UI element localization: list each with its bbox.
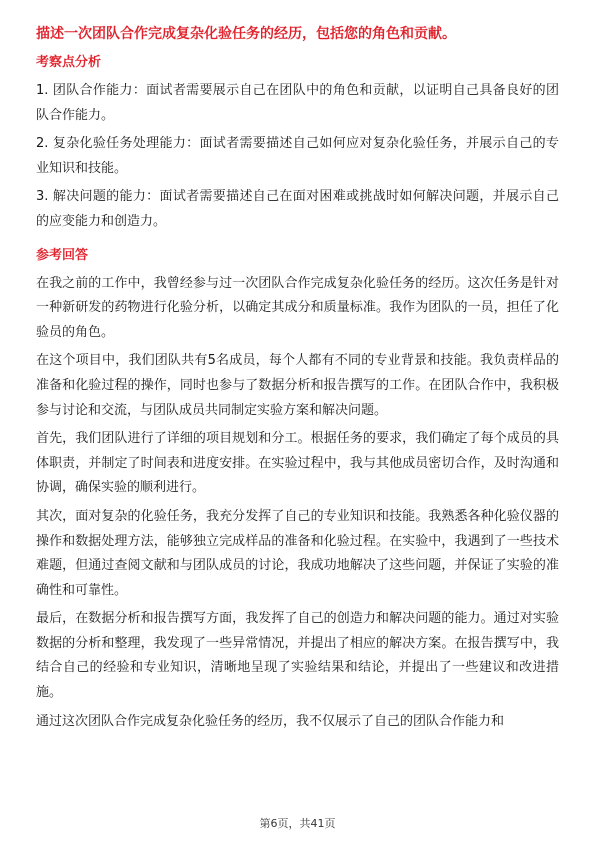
answer-paragraph: 首先，我们团队进行了详细的项目规划和分工。根据任务的要求，我们确定了每个成员的具体职责，并制定了时间表和进度安排。在实验过程中，我与其他成员密切合作，及时沟通和协调，确保实验的顺利进行。 bbox=[36, 431, 559, 496]
question-heading: 描述一次团队合作完成复杂化验任务的经历，包括您的角色和贡献。 bbox=[36, 26, 456, 42]
answer-paragraph: 通过这次团队合作完成复杂化验任务的经历，我不仅展示了自己的团队合作能力和 bbox=[36, 713, 505, 729]
analysis-point: 2. 复杂化验任务处理能力：面试者需要描述自己如何应对复杂化验任务，并展示自己的专业知识和技能。 bbox=[36, 136, 559, 176]
analysis-point: 1. 团队合作能力：面试者需要展示自己在团队中的角色和贡献，以证明自己具备良好的团队合作能力。 bbox=[36, 83, 559, 123]
analysis-point: 3. 解决问题的能力：面试者需要描述自己在面对困难或挑战时如何解决问题，并展示自己的应变能力和创造力。 bbox=[36, 189, 559, 229]
answer-paragraph: 最后，在数据分析和报告撰写方面，我发挥了自己的创造力和解决问题的能力。通过对实验数据的分析和整理，我发现了一些异常情况，并提出了相应的解决方案。在报告撰写中，我结合自己的经验和专业知识，清晰地呈现了实验结果和结论，并提出了一些建议和改进措施。 bbox=[36, 611, 559, 701]
analysis-title: 考察点分析 bbox=[36, 55, 102, 70]
answer-paragraph: 其次，面对复杂的化验任务，我充分发挥了自己的专业知识和技能。我熟悉各种化验仪器的操作和数据处理方法，能够独立完成样品的准备和化验过程。在实验中，我遇到了一些技术难题，但通过查阅文献和与团队成员的讨论，我成功地解决了这些问题，并保证了实验的准确性和可靠性。 bbox=[36, 508, 559, 598]
answer-title: 参考回答 bbox=[36, 247, 89, 263]
page-number: 第6页，共41页 bbox=[259, 817, 336, 830]
document-page bbox=[36, 22, 559, 738]
answer-paragraph: 在我之前的工作中，我曾经参与过一次团队合作完成复杂化验任务的经历。这次任务是针对一种新研发的药物进行化验分析，以确定其成分和质量标准。我作为团队的一员，担任了化验员的角色。 bbox=[36, 275, 559, 340]
answer-paragraph: 在这个项目中，我们团队共有5名成员，每个人都有不同的专业背景和技能。我负责样品的准备和化验过程的操作，同时也参与了数据分析和报告撰写的工作。在团队合作中，我积极参与讨论和交流，与团队成员共同制定实验方案和解决问题。 bbox=[36, 353, 559, 418]
